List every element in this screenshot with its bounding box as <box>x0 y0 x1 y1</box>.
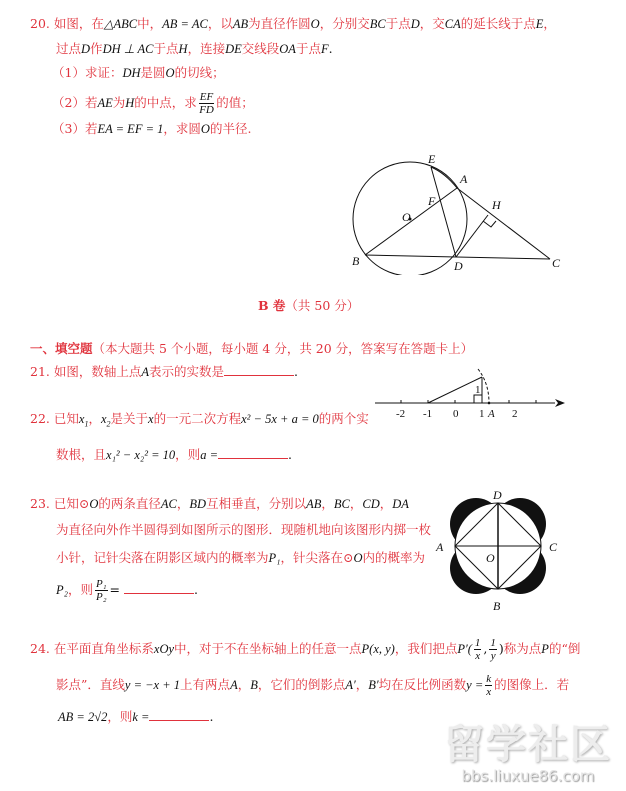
math-var: D <box>410 17 420 31</box>
part1-heading-bold: 一、填空题 <box>30 341 93 356</box>
q24-text: ，它们的倒影点 <box>257 677 346 692</box>
math-var: AB <box>232 17 249 31</box>
q22-text: 是关于 <box>110 411 149 426</box>
math-triangle: △ABC <box>103 17 138 31</box>
label-o: O <box>486 551 495 565</box>
math-var: O <box>89 497 99 511</box>
label-h: H <box>492 198 501 212</box>
q24-text: 的“倒 <box>548 641 581 656</box>
math-var: A′ <box>345 678 356 692</box>
fraction-numerator: 1 <box>474 637 481 649</box>
q24-line3 <box>58 708 213 725</box>
q20-text: 的中点，求 <box>134 95 197 110</box>
answer-blank[interactable] <box>218 446 288 459</box>
q23-text: 已知⊙ <box>53 496 90 511</box>
q24-text: 均在反比例函数 <box>378 677 467 692</box>
fraction-numerator: 1 <box>490 637 496 649</box>
fraction-denominator: x <box>475 650 481 662</box>
q22-line2 <box>56 446 292 463</box>
q20-text: 如图，在 <box>53 16 104 31</box>
math-var: CA <box>444 17 461 31</box>
q23-text: 的两条直径 <box>98 496 161 511</box>
q23-line1 <box>30 496 409 512</box>
math-var: P(x, y) <box>361 642 395 656</box>
answer-blank[interactable] <box>224 363 294 376</box>
math-var: O <box>165 66 175 80</box>
math-equation: x₁² − x₂² = 10 <box>106 448 176 462</box>
q22-text: 的两个实 <box>318 411 369 426</box>
label-a: A <box>436 540 444 554</box>
fraction-numerator: EF <box>199 91 214 103</box>
height-label: 1 <box>475 384 481 396</box>
tick-label: 2 <box>512 408 518 420</box>
right-angle-mark <box>474 395 482 403</box>
label-e: E <box>428 152 436 166</box>
q20-text: 的值； <box>216 95 254 110</box>
q20-text: 的延长线于点 <box>460 16 536 31</box>
q20-line1 <box>30 16 556 32</box>
label-b: B <box>352 254 360 268</box>
math-eq: = <box>109 582 121 597</box>
q23-text: 互相垂直，分别以 <box>206 496 307 511</box>
math-var: H <box>178 42 188 56</box>
q24-text: 上有两点 <box>180 677 231 692</box>
q20-text: 的半径. <box>209 121 252 136</box>
q24-text: 中，对于不在坐标轴上的任意一点 <box>174 641 362 656</box>
math-var: AC <box>160 497 177 511</box>
math-sep: , <box>483 641 488 656</box>
q20-text: 中， <box>137 16 163 31</box>
q23-end: . <box>194 582 198 597</box>
q20-sub2 <box>52 88 254 118</box>
math-var: BC <box>369 17 386 31</box>
math-var: F <box>320 42 329 56</box>
fraction-ef-fd <box>199 91 214 116</box>
q23-text: ， <box>321 496 334 511</box>
watermark-logo: 留学社区 <box>444 722 612 768</box>
fraction-1-y <box>489 637 497 662</box>
part1-heading-rest: （本大题共 5 个小题，每小题 4 分，共 20 分，答案写在答题卡上） <box>92 341 474 356</box>
q24-text: 影点”．直线 <box>56 677 125 692</box>
math-var: a = <box>200 448 218 462</box>
q21-text-b: 表示的实数是 <box>149 364 225 379</box>
q24-text: ， <box>355 677 369 692</box>
fraction-numerator: k <box>486 673 492 685</box>
fraction-k-x <box>485 673 492 698</box>
q24-end: . <box>209 709 214 724</box>
math-var: DE <box>225 42 242 56</box>
q20-text: ，连接 <box>187 41 226 56</box>
q24-number: 24. <box>30 641 50 656</box>
q22-text: 已知 <box>53 411 79 426</box>
q22-number: 22. <box>30 411 50 426</box>
answer-blank[interactable] <box>124 581 194 594</box>
segment-ac <box>457 188 550 259</box>
label-f: F <box>428 194 436 208</box>
q20-text: 的切线； <box>174 65 225 80</box>
q23-text: 小针，记针尖落在阴影区域内的概率为 <box>56 550 269 565</box>
q20-geometry-figure <box>340 145 580 275</box>
fraction-denominator: FD <box>199 104 214 116</box>
math-var: D <box>81 42 91 56</box>
answer-blank[interactable] <box>149 708 209 721</box>
q20-number: 20. <box>30 16 50 31</box>
q21-text <box>30 363 298 380</box>
q23-shaded-figure <box>428 484 568 614</box>
q23-number: 23. <box>30 496 50 511</box>
math-var: P₂ <box>56 583 68 597</box>
math-var: H <box>125 96 135 110</box>
math-var: P₁ <box>268 551 281 565</box>
point-a-label: A <box>488 408 495 420</box>
watermark-url: bbs.liuxue86.com <box>461 767 595 785</box>
math-var: k = <box>132 710 150 724</box>
q20-text: ，交 <box>419 16 445 31</box>
math-equation: AB = 2√2 <box>58 710 108 724</box>
q22-text: ， <box>88 411 101 426</box>
label-c: C <box>552 256 561 270</box>
tick-label: 0 <box>453 408 459 420</box>
segment-ea <box>431 167 457 188</box>
q21-number: 21. <box>30 364 50 379</box>
q24-text: ， <box>237 677 251 692</box>
q24-text: 在平面直角坐标系 <box>53 641 154 656</box>
math-var: x <box>78 412 85 426</box>
tick-label: -2 <box>396 408 406 420</box>
sub-label: （3）若 <box>52 121 98 136</box>
q24-text: 的图像上．若 <box>494 677 570 692</box>
q24-line1 <box>30 634 580 664</box>
fraction-numerator: P₁ <box>96 578 107 590</box>
tick-label: 1 <box>479 408 485 420</box>
math-var: P <box>541 642 549 656</box>
q24-text: 称为点 <box>503 641 542 656</box>
label-b: B <box>493 599 501 613</box>
math-var: E <box>535 17 544 31</box>
math-eq: AB = AC <box>162 17 208 31</box>
math-equation: y = −x + 1 <box>124 678 181 692</box>
math-equation: x² − 5x + a = 0 <box>241 412 319 426</box>
math-var: B <box>250 678 258 692</box>
math-var: DH <box>122 66 141 80</box>
q23-text: 内的概率为 <box>362 550 426 565</box>
q23-line3 <box>56 550 425 566</box>
q21-text-a: 如图，数轴上点 <box>53 364 142 379</box>
sub-label: （1）求证： <box>52 65 123 80</box>
watermark <box>444 723 612 785</box>
q24-text: ，我们把点 <box>394 641 458 656</box>
q21-end: . <box>294 364 299 379</box>
q23-text: ，针尖落在⊙ <box>280 550 354 565</box>
math-var: x <box>100 412 107 426</box>
label-o: O <box>402 210 411 224</box>
q20-text: ，分别交 <box>319 16 370 31</box>
math-eq: DH ⊥ AC <box>102 42 154 56</box>
math-sub: 1 <box>84 419 89 429</box>
q24-line2 <box>56 670 569 700</box>
q20-text: 为 <box>112 95 126 110</box>
q20-text: 是圆 <box>140 65 166 80</box>
fraction-denominator: x <box>486 686 492 698</box>
q23-text: ， <box>379 496 393 511</box>
math-var: P′( <box>457 642 472 656</box>
axis-arrow-icon <box>555 399 565 407</box>
q20-sub1 <box>52 65 225 81</box>
q20-line2 <box>56 41 333 57</box>
math-sep: ) <box>498 641 504 656</box>
math-var: AB <box>306 497 322 511</box>
q20-text: 交线段 <box>241 41 280 56</box>
math-var: x <box>148 412 154 426</box>
q20-sub3 <box>52 121 251 137</box>
math-eq: EA = EF = 1 <box>97 122 164 136</box>
q20-text: 于点 <box>295 41 321 56</box>
q22-end: . <box>288 447 292 462</box>
math-var: O <box>310 17 320 31</box>
fraction-denominator: y <box>490 650 496 662</box>
q20-text: ，求圆 <box>163 121 201 136</box>
label-a: A <box>460 172 468 186</box>
right-angle-mark <box>483 221 496 227</box>
q21-number-line <box>375 365 575 420</box>
math-var: AE <box>97 96 113 110</box>
math-var: xOy <box>153 642 175 656</box>
q23-text: ， <box>349 496 363 511</box>
q23-line4 <box>56 575 198 605</box>
math-var: y = <box>466 678 484 692</box>
fraction-1-x <box>474 637 482 662</box>
math-var: O <box>353 551 363 565</box>
q23-text: ，则 <box>67 582 93 597</box>
fraction-p1-p2 <box>95 578 108 603</box>
q20-text: 为直径作圆 <box>248 16 311 31</box>
tick-label: -1 <box>423 408 433 420</box>
q20-text: . <box>328 41 333 56</box>
section-b-title <box>258 298 359 314</box>
q24-text: ，则 <box>107 709 133 724</box>
section-b-bold: B 卷 <box>258 298 286 313</box>
math-var: A <box>230 678 238 692</box>
q20-text: 于点 <box>153 41 179 56</box>
q20-text: ， <box>543 16 556 31</box>
math-var: O <box>200 122 210 136</box>
section-b-rest: （共 50 分） <box>285 298 360 313</box>
math-var: BD <box>189 497 207 511</box>
math-var: BC <box>333 497 350 511</box>
math-var: DA <box>392 497 409 511</box>
q23-line2: 为直径向外作半圆得到如图所示的图形．现随机地向该图形内掷一枚 <box>56 522 432 537</box>
math-var: A <box>141 365 150 379</box>
part1-heading <box>30 341 473 357</box>
fraction-denominator: P₂ <box>96 591 107 603</box>
segment-ba <box>365 188 457 255</box>
math-var: CD <box>362 497 380 511</box>
q22-text: 数根，且 <box>56 447 107 462</box>
q23-text: ， <box>176 496 190 511</box>
q20-text: 作 <box>90 41 103 56</box>
math-sub: 2 <box>106 419 111 429</box>
sub-label: （2）若 <box>52 95 98 110</box>
q22-text: 的一元二次方程 <box>153 411 242 426</box>
label-d: D <box>493 488 502 502</box>
label-d: D <box>454 259 463 273</box>
math-var: B′ <box>368 678 379 692</box>
q20-text: 过点 <box>56 41 82 56</box>
q22-text: ，则 <box>175 447 201 462</box>
label-c: C <box>549 540 558 554</box>
q20-text: 于点 <box>385 16 411 31</box>
q20-text: ，以 <box>207 16 233 31</box>
math-var: OA <box>279 42 296 56</box>
q22-line1 <box>30 411 369 433</box>
